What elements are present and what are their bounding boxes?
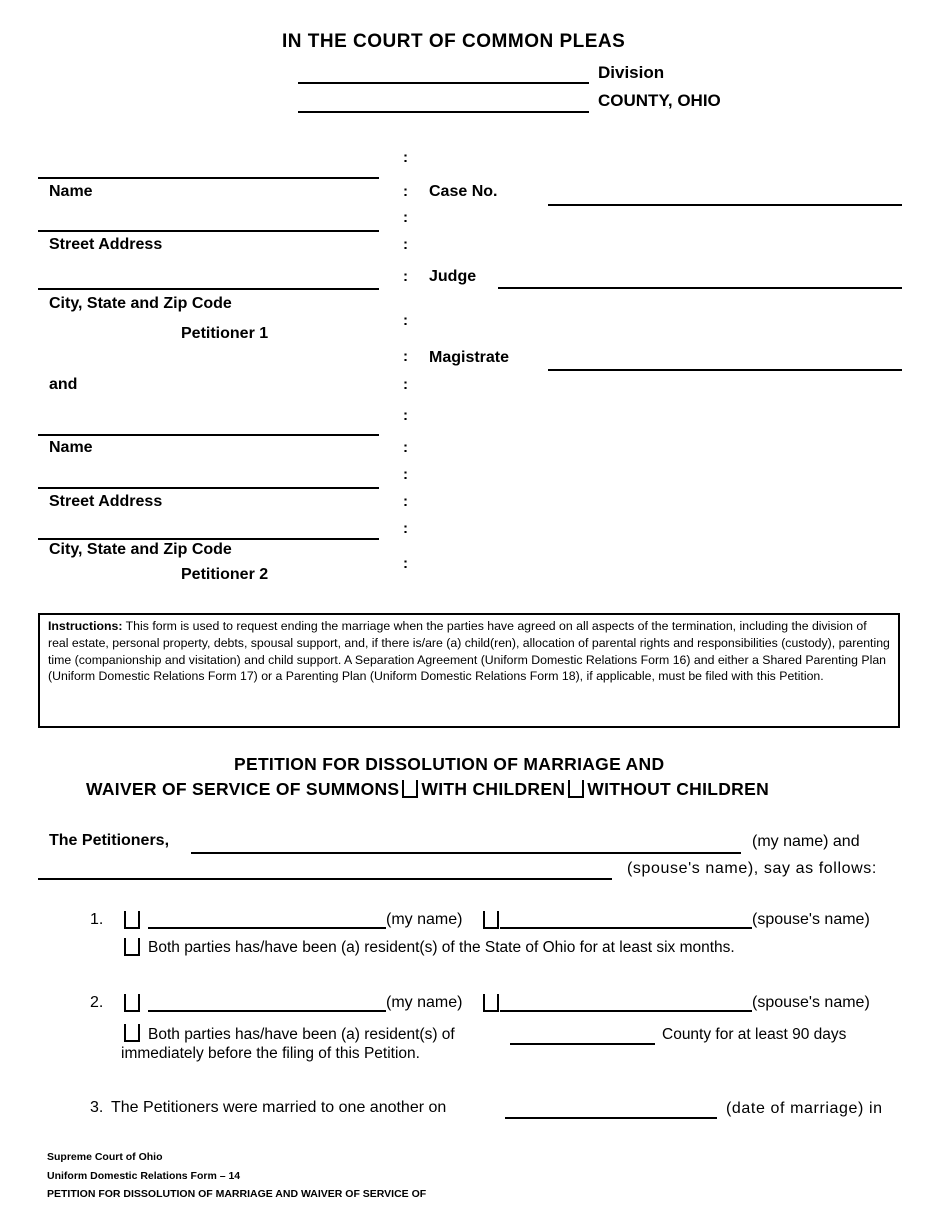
footer-court: Supreme Court of Ohio xyxy=(47,1151,163,1163)
without-children-checkbox[interactable] xyxy=(568,780,584,798)
p1-name-line[interactable] xyxy=(38,177,379,179)
instructions-heading: Instructions: xyxy=(48,619,123,633)
p2-name-label: Name xyxy=(49,439,93,456)
p1-city-line[interactable] xyxy=(38,288,379,290)
item1-spouse-line[interactable] xyxy=(500,927,752,929)
p1-role-label: Petitioner 1 xyxy=(181,325,269,342)
p1-city-label: City, State and Zip Code xyxy=(49,295,232,312)
item2-residency-text-c: immediately before the filing of this Petition. xyxy=(121,1045,420,1062)
instructions-box xyxy=(38,613,900,728)
item2-checkbox-a[interactable] xyxy=(124,994,140,1012)
with-children-checkbox[interactable] xyxy=(402,780,418,798)
p1-street-label: Street Address xyxy=(49,236,163,253)
division-line[interactable] xyxy=(298,82,589,84)
item2-residency-checkbox[interactable] xyxy=(124,1024,140,1042)
petition-title-line2 xyxy=(86,779,769,800)
without-children-label: WITHOUT CHILDREN xyxy=(587,779,770,799)
magistrate-line[interactable] xyxy=(548,369,902,371)
item3-number: 3. xyxy=(90,1099,104,1116)
date-of-marriage-line[interactable] xyxy=(505,1117,717,1119)
item3-text: The Petitioners were married to one another on xyxy=(111,1099,447,1116)
and-label: and xyxy=(49,376,78,393)
p2-street-label: Street Address xyxy=(49,493,163,510)
item2-checkbox-b[interactable] xyxy=(483,994,499,1012)
item2-residency-text-a: Both parties has/have been (a) resident(s) of xyxy=(148,1026,455,1043)
p2-role-label: Petitioner 2 xyxy=(181,566,269,583)
item1-spouse-label: (spouse's name) xyxy=(752,911,870,928)
petition-title-waiver: WAIVER OF SERVICE OF SUMMONS xyxy=(86,779,400,799)
item1-checkbox-a[interactable] xyxy=(124,911,140,929)
judge-label: Judge xyxy=(429,268,477,285)
judge-line[interactable] xyxy=(498,287,902,289)
item1-residency-checkbox[interactable] xyxy=(124,938,140,956)
p1-street-line[interactable] xyxy=(38,230,379,232)
item1-my-line[interactable] xyxy=(148,927,386,929)
spouse-say-label: (spouse's name), say as follows: xyxy=(627,860,877,877)
case-no-line[interactable] xyxy=(548,204,902,206)
magistrate-label: Magistrate xyxy=(429,349,510,366)
item2-spouse-line[interactable] xyxy=(500,1010,752,1012)
item2-number: 2. xyxy=(90,994,104,1011)
item1-checkbox-b[interactable] xyxy=(483,911,499,929)
case-no-label: Case No. xyxy=(429,183,498,200)
p2-name-line[interactable] xyxy=(38,434,379,436)
p2-city-line[interactable] xyxy=(38,538,379,540)
spouse-name-line[interactable] xyxy=(38,878,612,880)
p2-city-label: City, State and Zip Code xyxy=(49,541,232,558)
item1-residency-text: Both parties has/have been (a) resident(s) of the State of Ohio for at least six months. xyxy=(148,939,735,956)
instructions-body: This form is used to request ending the marriage when the parties have agreed on all aspects of the termination, including the division of real estate, personal property, debts, spousal support, and, if there is/are (a) child(ren), allocation of parental rights and responsibilities (custody), parenting time (companionship and visitation) and child support. A Separation Agreement (Uniform Domestic Relations Form 16) and either a Shared Parenting Plan (Uniform Domestic Relations Form 17) or a Parenting Plan (Uniform Domestic Relations Form 18), if applicable, must be filed with this Petition. xyxy=(48,619,890,684)
p2-street-line[interactable] xyxy=(38,487,379,489)
item3-date-label: (date of marriage) in xyxy=(726,1100,883,1117)
item2-county-line[interactable] xyxy=(510,1043,655,1045)
item2-spouse-label: (spouse's name) xyxy=(752,994,870,1011)
item2-my-line[interactable] xyxy=(148,1010,386,1012)
item1-number: 1. xyxy=(90,911,104,928)
item2-residency-text-b: County for at least 90 days xyxy=(662,1026,847,1043)
p1-name-label: Name xyxy=(49,183,93,200)
my-name-line[interactable] xyxy=(191,852,741,854)
my-name-and-label: (my name) and xyxy=(752,833,860,850)
division-label: Division xyxy=(598,63,665,82)
county-line[interactable] xyxy=(298,111,589,113)
county-label: COUNTY, OHIO xyxy=(598,91,721,110)
petition-title-line1: PETITION FOR DISSOLUTION OF MARRIAGE AND xyxy=(234,754,665,774)
petitioners-lead: The Petitioners, xyxy=(49,832,170,849)
footer-form-title: PETITION FOR DISSOLUTION OF MARRIAGE AND WAIVER OF SERVICE OF xyxy=(47,1188,427,1200)
item1-my-label: (my name) xyxy=(386,911,463,928)
item2-my-label: (my name) xyxy=(386,994,463,1011)
footer-form-number: Uniform Domestic Relations Form – 14 xyxy=(47,1170,241,1182)
with-children-label: WITH CHILDREN xyxy=(421,779,566,799)
court-title: IN THE COURT OF COMMON PLEAS xyxy=(282,31,626,52)
